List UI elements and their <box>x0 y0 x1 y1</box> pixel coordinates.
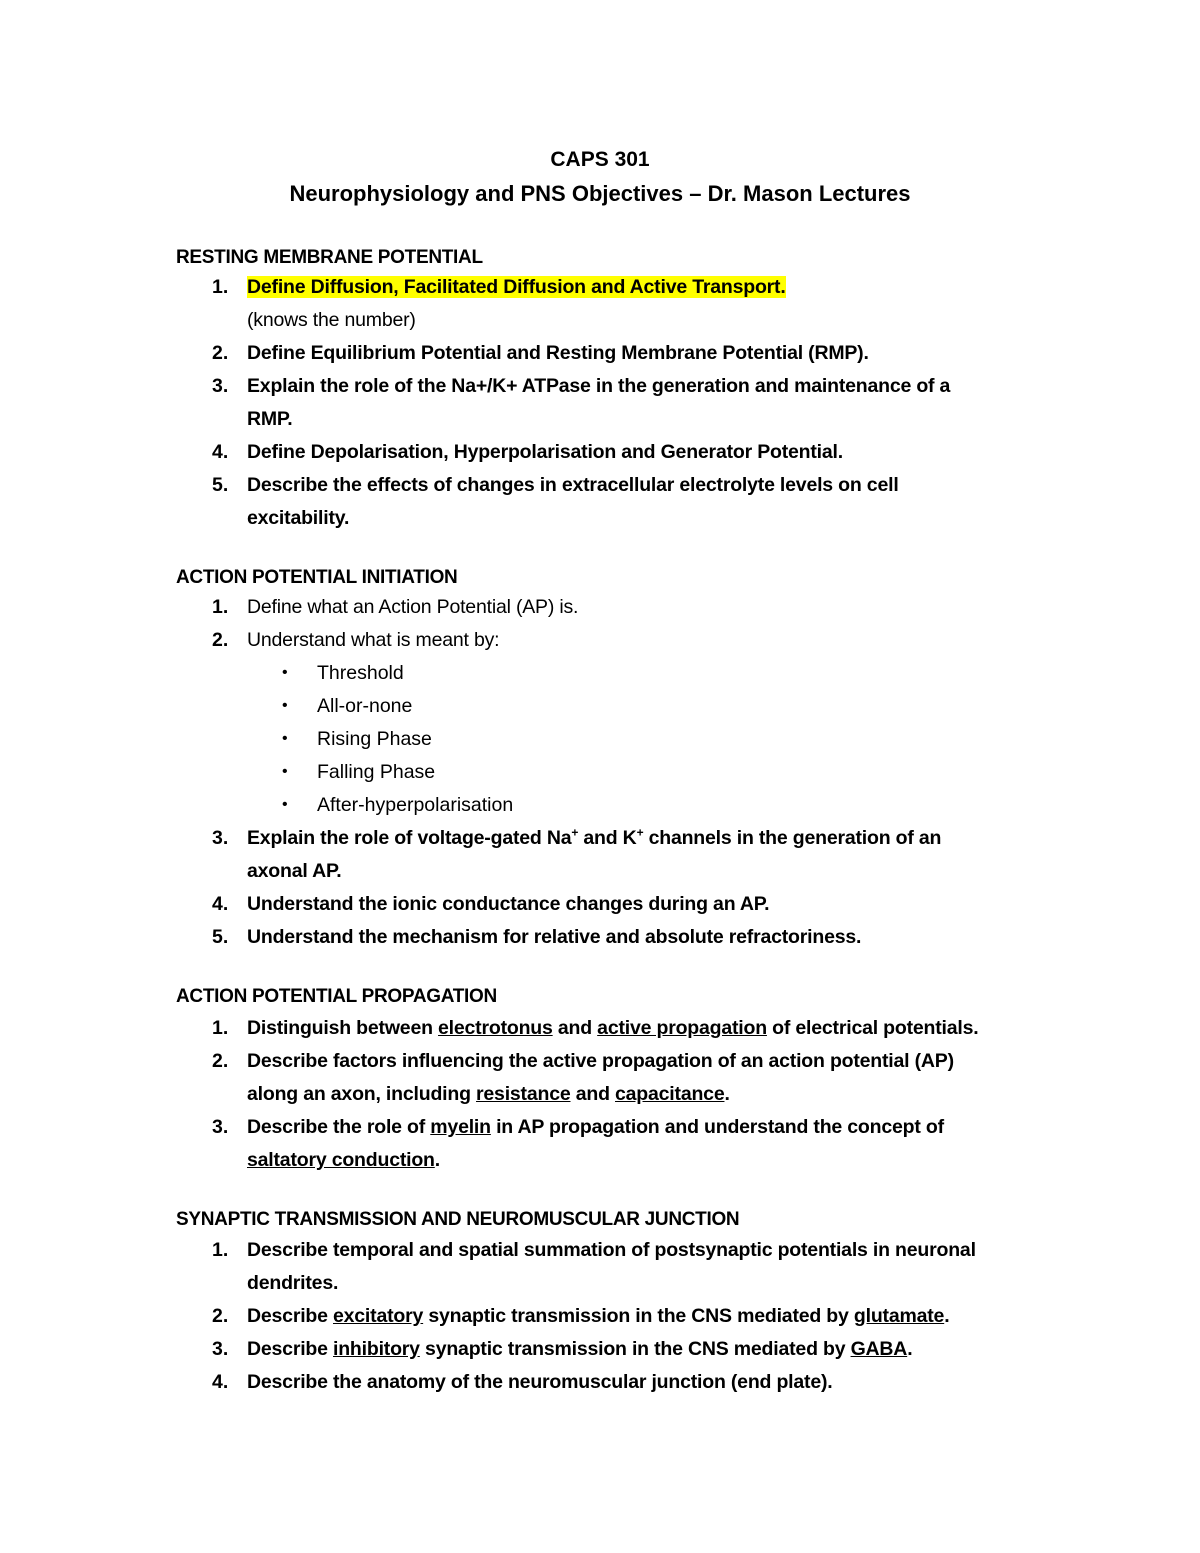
bullet-item: Falling Phase <box>317 761 436 783</box>
objective-text: Describe the anatomy of the neuromuscular junction (end plate). <box>247 1371 833 1393</box>
objective-text: Define Depolarisation, Hyperpolarisation and Generator Potential. <box>247 441 843 463</box>
objective-text <box>247 276 786 299</box>
item-number: 1. <box>212 596 229 618</box>
text-run: . <box>434 1149 440 1171</box>
underlined-term: myelin <box>430 1116 491 1138</box>
objective-text <box>247 1017 978 1040</box>
document-title: Neurophysiology and PNS Objectives – Dr. Mason Lectures <box>289 181 911 206</box>
text-run: synaptic transmission in the CNS mediated by <box>423 1305 854 1327</box>
course-title: CAPS 301 <box>550 148 650 171</box>
objective-text: Define what an Action Potential (AP) is. <box>247 596 579 618</box>
text-run: and <box>552 1017 598 1039</box>
text-run: Describe <box>247 1305 333 1327</box>
item-number: 2. <box>212 1305 229 1327</box>
text-run: Describe the role of <box>247 1116 431 1138</box>
text-run: synaptic transmission in the CNS mediated by <box>419 1338 851 1360</box>
underlined-term: inhibitory <box>333 1338 420 1360</box>
item-number: 4. <box>212 441 229 463</box>
underlined-term: excitatory <box>333 1305 424 1327</box>
objective-note: (knows the number) <box>247 309 416 331</box>
objective-text: Define Equilibrium Potential and Resting Membrane Potential (RMP). <box>247 342 869 364</box>
item-number: 2. <box>212 1050 229 1072</box>
underlined-term: GABA <box>850 1338 908 1360</box>
objective-text <box>247 827 941 850</box>
item-number: 1. <box>212 1017 229 1039</box>
objective-text <box>247 1305 949 1328</box>
item-number: 1. <box>212 276 229 298</box>
objective-text: Describe the effects of changes in extracellular electrolyte levels on cell <box>247 474 899 496</box>
underlined-term: active propagation <box>597 1017 767 1039</box>
underlined-term: electrotonus <box>438 1017 553 1039</box>
item-number: 3. <box>212 1338 229 1360</box>
objective-text: Explain the role of the Na+/K+ ATPase in the generation and maintenance of a <box>247 375 951 397</box>
text-run: channels in the generation of an <box>643 827 942 849</box>
objective-text-continued: excitability. <box>247 507 350 529</box>
item-number: 3. <box>212 375 229 397</box>
item-number: 4. <box>212 1371 229 1393</box>
bullet-icon: • <box>282 763 288 780</box>
item-number: 5. <box>212 926 229 948</box>
objective-text-continued: RMP. <box>247 408 293 430</box>
objective-text: Understand the ionic conductance changes during an AP. <box>247 893 770 915</box>
section-heading-action-potential-initiation: ACTION POTENTIAL INITIATION <box>176 567 458 588</box>
bullet-item: Threshold <box>317 662 404 684</box>
item-number: 3. <box>212 1116 229 1138</box>
objective-text-continued <box>247 1083 730 1106</box>
bullet-item: After-hyperpolarisation <box>317 794 514 816</box>
text-run: along an axon, including <box>247 1083 477 1105</box>
item-number: 2. <box>212 342 229 364</box>
objective-text: Describe factors influencing the active propagation of an action potential (AP) <box>247 1050 954 1072</box>
objective-text-continued: dendrites. <box>247 1272 339 1294</box>
text-run: Distinguish between <box>247 1017 439 1039</box>
section-heading-action-potential-propagation: ACTION POTENTIAL PROPAGATION <box>176 986 497 1007</box>
objective-text: Describe temporal and spatial summation of postsynaptic potentials in neuronal <box>247 1239 976 1261</box>
objective-text: Understand the mechanism for relative and absolute refractoriness. <box>247 926 862 948</box>
section-heading-resting-membrane-potential: RESTING MEMBRANE POTENTIAL <box>176 247 483 268</box>
text-run: and <box>570 1083 616 1105</box>
bullet-icon: • <box>282 730 288 747</box>
section-heading-synaptic-transmission: SYNAPTIC TRANSMISSION AND NEUROMUSCULAR JUNCTION <box>176 1209 740 1230</box>
underlined-term: saltatory conduction <box>247 1149 435 1171</box>
underlined-term: glutamate <box>853 1305 945 1327</box>
highlighted-text: Define Diffusion, Facilitated Diffusion and Active Transport. <box>247 276 786 298</box>
objective-text-continued: axonal AP. <box>247 860 342 882</box>
text-run: . <box>724 1083 730 1105</box>
bullet-item: Rising Phase <box>317 728 432 750</box>
text-run: of electrical potentials. <box>766 1017 979 1039</box>
text-run: . <box>944 1305 950 1327</box>
underlined-term: capacitance <box>615 1083 725 1105</box>
superscript: + <box>571 825 579 840</box>
text-run: . <box>907 1338 913 1360</box>
bullet-item: All-or-none <box>317 695 413 717</box>
text-run: in AP propagation and understand the concept of <box>490 1116 944 1138</box>
item-number: 4. <box>212 893 229 915</box>
objective-text: Understand what is meant by: <box>247 629 500 651</box>
item-number: 5. <box>212 474 229 496</box>
underlined-term: resistance <box>476 1083 571 1105</box>
objective-text <box>247 1338 912 1361</box>
text-run: Explain the role of voltage-gated Na <box>247 827 572 849</box>
item-number: 2. <box>212 629 229 651</box>
text-run: Describe <box>247 1338 333 1360</box>
bullet-icon: • <box>282 697 288 714</box>
superscript: + <box>636 825 644 840</box>
bullet-icon: • <box>282 796 288 813</box>
item-number: 3. <box>212 827 229 849</box>
text-run: and K <box>578 827 637 849</box>
item-number: 1. <box>212 1239 229 1261</box>
objective-text-continued <box>247 1149 440 1172</box>
bullet-icon: • <box>282 664 288 681</box>
objective-text <box>247 1116 944 1139</box>
